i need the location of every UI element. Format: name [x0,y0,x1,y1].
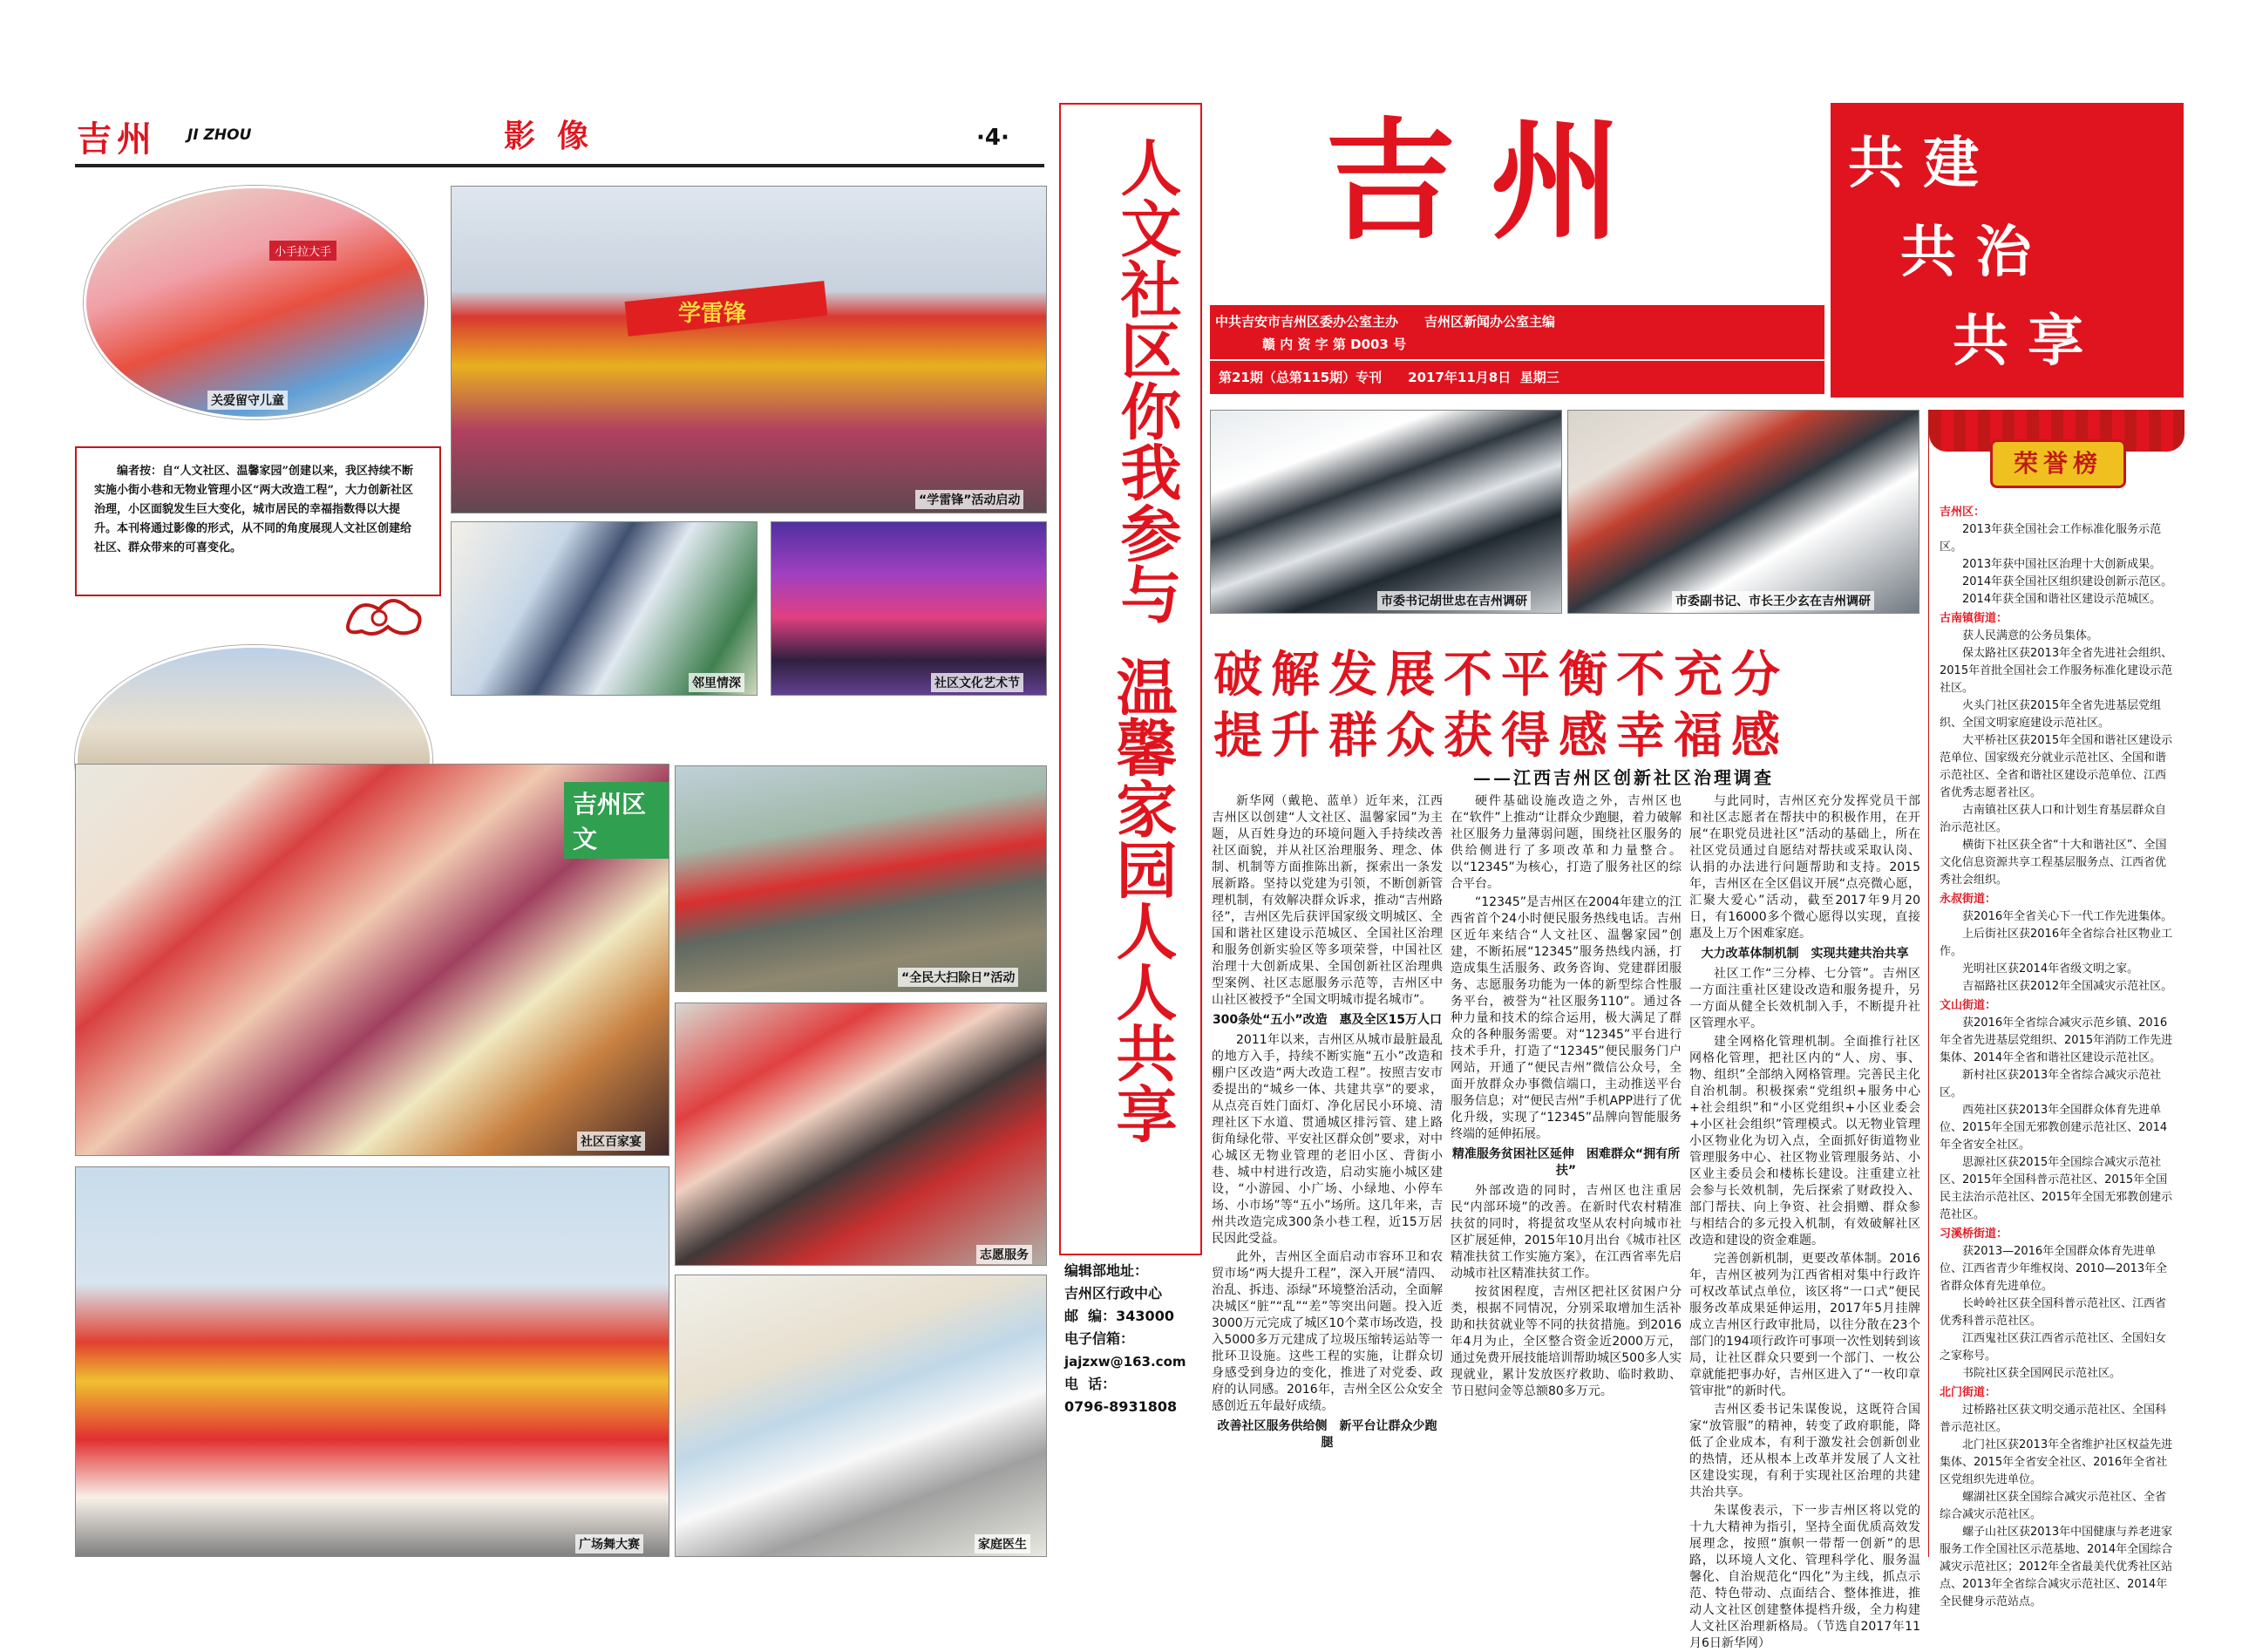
article-paragraph: 与此同时，吉州区充分发挥党员干部和社区志愿者在帮扶中的积极作用，在开展“在职党员进社区”活动的基础上，所在社区党员通过自愿结对帮扶或采取认岗、认捐的办法进行问题帮助和支持。2015年，吉州区在全区倡议开展“点亮微心愿，汇聚大爱心”活动，截至2017年9月20日，有16000多个微心愿得以实现，直接惠及上万个困难家庭。 [1689,794,1920,941]
contact-phone: 0796-8931808 [1064,1398,1178,1415]
permit-line: 赣 内 资 字 第 D003 号 [1262,337,1407,352]
photo-caption: “学雷锋”活动启动 [915,490,1023,509]
honor-item: 长岭岭社区获全国科普示范社区、江西省优秀科普示范社区。 [1940,1297,2167,1328]
storefront-sign: 吉州区文 [564,782,669,859]
article-paragraph: 此外，吉州区全面启动市容环卫和农贸市场“两大提升工程”，深入开展“清四、治乱、拆违、添绿”环境整治活动，全面解决城区“脏”“乱”“差”等突出问题。投入近3000万元完成了城区10个菜市场改造，投入5000多万元建成了垃圾压缩转运站等一批环卫设施。这些工程的实施，让群众切身感受到身边的变化，推进了对党委、政府的认同感。2016年，吉州全区公众安全感创近五年最好成绩。 [1212,1250,1443,1413]
honor-item: 大平桥社区获2015年全国和谐社区建设示范单位、国家级充分就业示范社区、全国和谐示范社区、全省和谐社区建设示范单位、江西省优秀志愿者社区。 [1940,734,2173,799]
photo-secretary-visit [1210,410,1562,614]
honor-title: 荣誉榜 [2013,449,2103,478]
contact-box [1059,1260,1199,1556]
rally-sign: 学雷锋 [678,301,747,327]
slogan-line-2: 共 治 [1900,220,2032,285]
honor-item: 螺子山社区获2013年中国健康与养老进家服务工作全国社区示范基地、2014年全国综合减灾示范社区；2012年全省最美代优秀社区站点、2013年全省综合减灾示范社区、2014年全民健身示范站点。 [1940,1526,2173,1608]
honor-item: 2013年获中国社区治理十大创新成果。 [1962,558,2162,571]
honor-item: 获2016年全省关心下一代工作先进集体。 [1962,910,2173,923]
honor-item: 光明社区获2014年省级文明之家。 [1962,962,2139,976]
slogan-box [1831,103,2184,398]
honor-item: 书院社区获全国网民示范社区。 [1962,1367,2122,1380]
editor-note-box [75,446,441,596]
brand-logo: 吉州 [77,119,157,160]
honor-item: 获人民满意的公务员集体。 [1962,629,2099,642]
article-subheading: 大力改革体制机制 实现共建共治共享 [1701,947,1909,961]
cloud-ornament [340,588,427,640]
header-rule [75,164,1044,167]
photo-family-doctor [675,1275,1047,1557]
contact-address-label: 编辑部地址： [1064,1262,1149,1279]
photo-square-dance [75,1166,669,1557]
article-paragraph: 建全网格化管理机制。全面推行社区网格化管理，把社区内的“人、房、事、物、组织”全部纳入网格管理。完善民主化自治机制。积极探索“党组织+服务中心+社会组织”和“小区党组织+小区业委会+小区社会组织”管理模式。以无物业管理小区物业化为切入点，全面抓好街道物业管理服务中心、社区物业管理服务站、小区业主委员会和楼栋长建设。注重建立社会参与长效机制，先后探索了财政投入、部门帮扶、向上争资、社会捐赠、群众参与相结合的多元投入机制，有效破解社区改造和建设的资金难题。 [1689,1035,1920,1247]
honor-item: 西苑社区获2013年全国群众体育先进单位、2015年全国无邪教创建示范社区、2014年全省安全社区。 [1940,1104,2168,1152]
photo-caption: 家庭医生 [975,1534,1030,1553]
article-paragraph: 新华网（戴艳、蓝单）近年来，江西吉州区以创建“人文社区、温馨家园”为主题，从百姓身边的环境问题入手持续改善社区面貌，并从社区治理服务、理念、体制、机制等方面推陈出新，探索出一条发展新路。坚持以党建为引领，不断创新管理机制，有效解决群众诉求，推动“吉州路径”，吉州区先后获评国家级文明城区、全国和谐社区建设示范城区、全国社区治理和服务创新实验区等多项荣誉，中国社区治理十大创新成果、全国创新社区治理典型案例、社区志愿服务示范等，吉州区中山社区被授予“全国文明城市提名城市”。 [1212,794,1443,1007]
article-subheading: 改善社区服务供给侧 新平台让群众少跑腿 [1217,1419,1437,1450]
article-paragraph: 外部改造的同时，吉州区也注重居民“内部环境”的改善。在新时代农村精准扶贫的同时，将提贫攻坚从农村向城市社区扩展延伸，2015年10月出台《城市社区精准扶贫工作实施方案》，在江西省率先启动城市社区精准扶贫工作。 [1451,1184,1682,1281]
contact-zip-label: 邮 编： [1064,1308,1117,1324]
brand-pinyin: JI ZHOU [187,126,252,144]
photo-cleanup-day [675,765,1047,992]
subhead: ——江西吉州区创新社区治理调查 [1473,767,1774,788]
article-paragraph: 完善创新机制，更要改革体制。2016年，吉州区被列为江西省相对集中行政许可权改革试点单位，该区将“一口式”便民服务改革成果延伸运用，2017年5月挂牌成立吉州区行政审批局，以往分散在23个部门的194项行政许可事项一次性划转到该局，让社区群众只要到一个部门、一枚公章就能把事办好，吉州区进入了“一枚印章管审批”的新时代。 [1689,1252,1920,1398]
photo-caption: 志愿服务 [976,1245,1032,1264]
honor-section-title: 吉州区： [1940,506,1986,519]
honor-item: 思源社区获2015年全国综合减灾示范社区、2015年全国科普示范社区、2015年全国民主法治示范社区、2015年全国无邪教创建示范社区。 [1940,1156,2173,1221]
contact-email: jajzxw@163.com [1064,1354,1186,1370]
honor-item: 保太路社区获2013年全省先进社会组织、2015年首批全国社会工作服务标准化建设示范社区。 [1940,647,2173,695]
honor-item: 获2016年全省综合减灾示范乡镇、2016年全省先进基层党组织、2015年消防工作先进集体、2014年全省和谐社区建设示范社区。 [1940,1016,2173,1064]
issue-line: 第21期（总第115期）专刊 2017年11月8日 星期三 [1219,370,1559,385]
photo-community-feast [75,764,669,1156]
honor-section-title: 北门街道： [1940,1386,1997,1399]
contact-zip: 343000 [1116,1308,1174,1324]
honor-item: 江西鬼社区获江西省示范社区、全国妇女之家称号。 [1940,1332,2167,1363]
honor-item: 上后街社区获2016年全省综合社区物业工作。 [1940,928,2173,958]
section-title: 影 像 [504,118,589,154]
honor-section-title: 古南镇街道： [1940,612,2008,625]
honor-item: 横街下社区获全省“十大和谐社区”、全国文化信息资源共享工程基层服务点、江西省优秀社会组织。 [1940,839,2167,887]
honor-item: 吉福路社区获2012年全国减灾示范社区。 [1962,980,2173,993]
photo-caption: 广场舞大赛 [575,1534,643,1553]
masthead-info-bar [1210,305,1824,394]
article-paragraph: “12345”是吉州区在2004年建立的江西省首个24小时便民服务热线电话。吉州区近年来结合“人文社区、温馨家园”创建，不断拓展“12345”服务热线内涵，打造成集生活服务、政务咨询、党建群团服务、志愿服务功能为一体的新型综合性服务平台，被誉为“社区服务110”。通过各种力量和技术的综合运用，极大满足了群众的各种服务需要。对“12345”平台进行技术手升，打造了“12345”便民服务门户网站，开通了“便民吉州”微信公众号，全面开放群众办事微信端口，主动推送平台服务信息；对“便民吉州”手机APP进行了优化升级，实现了“12345”品牌向智能服务终端的延伸拓展。 [1451,895,1682,1141]
photo-caption: 社区百家宴 [577,1132,645,1151]
honor-roll-box [1928,410,2184,1608]
honor-item: 2014年获全国社区组织建设创新示范区。 [1962,575,2173,588]
photo-left-behind-children [84,186,427,419]
photo-neighbors [451,521,758,696]
photo-mayor-visit [1567,410,1919,614]
slogan-line-1: 共 建 [1848,131,1980,196]
vertical-title-2: 温馨家园人人共享 [1106,656,1179,1144]
photo-banner-text: 小手拉大手 [269,241,336,261]
honor-item: 螺湖社区获全国综合减灾示范社区、全省综合减灾示范社区。 [1940,1491,2167,1521]
article-column-3 [1689,793,1920,1650]
contact-email-label: 电子信箱： [1064,1330,1135,1347]
editor-note-text: 编者按：自“人文社区、温馨家园”创建以来，我区持续不断实施小街小巷和无物业管理小区“两大改造工程”，大力创新社区治理，小区面貌发生巨大变化，城市居民的幸福指数得以大提升。本刊将通过影像的形式，从不同的角度展现人文社区创建给社区、群众带来的可喜变化。 [94,465,413,554]
photo-caption: 市委书记胡世忠在吉州调研 [1377,591,1531,610]
honor-item: 2014年获全国和谐社区建设示范城区。 [1962,593,2162,606]
photo-caption: 市委副书记、市长王少玄在吉州调研 [1672,591,1874,610]
honor-section-title: 习溪桥街道： [1940,1227,2008,1241]
honor-item: 古南镇社区获人口和计划生育基层群众自治示范社区。 [1940,804,2167,834]
article-column-2 [1451,793,1682,1555]
page-number: ·4· [976,125,1009,151]
photo-volunteer-service [675,1003,1047,1266]
honor-item: 北门社区获2013年全省维护社区权益先进集体、2015年全省安全社区、2016年全省社区党组织先进单位。 [1940,1438,2173,1486]
photo-volunteer-rally [451,186,1047,513]
honor-section-title: 永叔街道： [1940,893,1997,906]
photo-caption: 邻里情深 [689,673,744,692]
article-subheading: 精准服务贫困社区延伸 困难群众“拥有所扶” [1451,1147,1681,1178]
article-paragraph: 社区工作“三分棒、七分管”。吉州区一方面注重社区建设改造和服务提升，另一方面从健全长效机制入手，不断提升社区管理水平。 [1689,967,1920,1030]
article-column-1 [1212,793,1443,1555]
article-paragraph: 朱谋俊表示，下一步吉州区将以党的十九大精神为指引，坚持全面优质高效发展理念，按照“旗帜一带帮一创新”的思路，以环境人文化、管理科学化、服务温馨化、自治规范化“四化”为主线，抓点示范、特色带动、点面结合、整体推进，推动人文社区创建整体提档升级，全力构建人文社区治理新格局。（节选自2017年11月6日新华网） [1689,1504,1920,1650]
article-paragraph: 按贫困程度，吉州区把社区贫困户分类，根据不同情况，分别采取增加生活补助和扶贫就业等不同的扶贫措施。到2016年4月为止，全区整合资金近2000万元，通过免费开展技能培训帮助城区500多人实现就业，累计发放医疗救助、临时救助、节日慰问金等总额80多万元。 [1451,1285,1682,1398]
photo-caption: 关爱留守儿童 [207,391,288,410]
honor-item: 获2013—2016年全国群众体育先进单位、江西省青少年维权岗、2010—2013年全省群众体育先进单位。 [1940,1245,2168,1293]
headline-1: 破解发展不平衡不充分 [1213,646,1789,704]
honor-item: 火头门社区获2015年全省先进基层党组织、全国文明家庭建设示范社区。 [1940,699,2162,730]
photo-caption: 社区文化艺术节 [931,673,1023,692]
photo-culture-festival [771,521,1047,696]
article-subheading: 300条处“五小”改造 惠及全区15万人口 [1212,1013,1443,1027]
article-paragraph: 吉州区委书记朱谋俊说，这既符合国家“放管服”的精神，转变了政府职能，降低了企业成本，有利于激发社会创新创业的热情，还从根本上改革并发展了人文社区建设实现，有利于实现社区治理的共建共治共享。 [1689,1403,1920,1499]
honor-item: 新村社区获2013年全省综合减灾示范社区。 [1940,1069,2162,1099]
photo-caption: “全民大扫除日”活动 [898,968,1018,987]
honor-title-badge [1990,439,2126,488]
masthead: 吉州 [1325,105,1657,258]
vertical-title-1: 人文社区你我参与 [1111,136,1183,624]
article-paragraph: 硬件基础设施改造之外，吉州区也在“软件”上推动“让群众少跑腿，着力破解社区服务力量薄弱问题，围绕社区服务的供给侧进行了多项改革和力量整合。以“12345”为核心，打造了服务社区的综合平台。 [1451,794,1682,891]
sponsors-line: 中共吉安市吉州区委办公室主办 吉州区新闻办公室主编 [1215,314,1556,330]
slogan-line-3: 共 享 [1953,309,2084,374]
headline-2: 提升群众获得感幸福感 [1213,707,1789,765]
honor-item: 2013年获全国社会工作标准化服务示范区。 [1940,523,2162,554]
honor-section-title: 文山街道： [1940,999,1997,1012]
article-paragraph: 2011年以来，吉州区从城市最脏最乱的地方入手，持续不断实施“五小”改造和棚户区改造“两大改造工程”。按照吉安市委提出的“城乡一体、共建共享”的要求，从点亮百姓门面灯、净化居民小环境、清理社区下水道、贯通城区排污管、建上路街角绿化带、平安社区群众创”要求，对中心城区无物业管理的老旧小区、背街小巷、城中村进行改造，启动实施小城区建设，“小游园、小广场、小绿地、小停车场、小市场”等“五小”场所。这几年来，吉州共改造完成300条小巷工程，近15万居民因此受益。 [1212,1033,1443,1246]
honor-roll-list [1940,502,2177,1608]
honor-item: 过桥路社区获文明交通示范社区、全国科普示范社区。 [1940,1404,2167,1434]
contact-address: 吉州区行政中心 [1064,1285,1163,1302]
contact-phone-label: 电 话： [1064,1376,1117,1392]
